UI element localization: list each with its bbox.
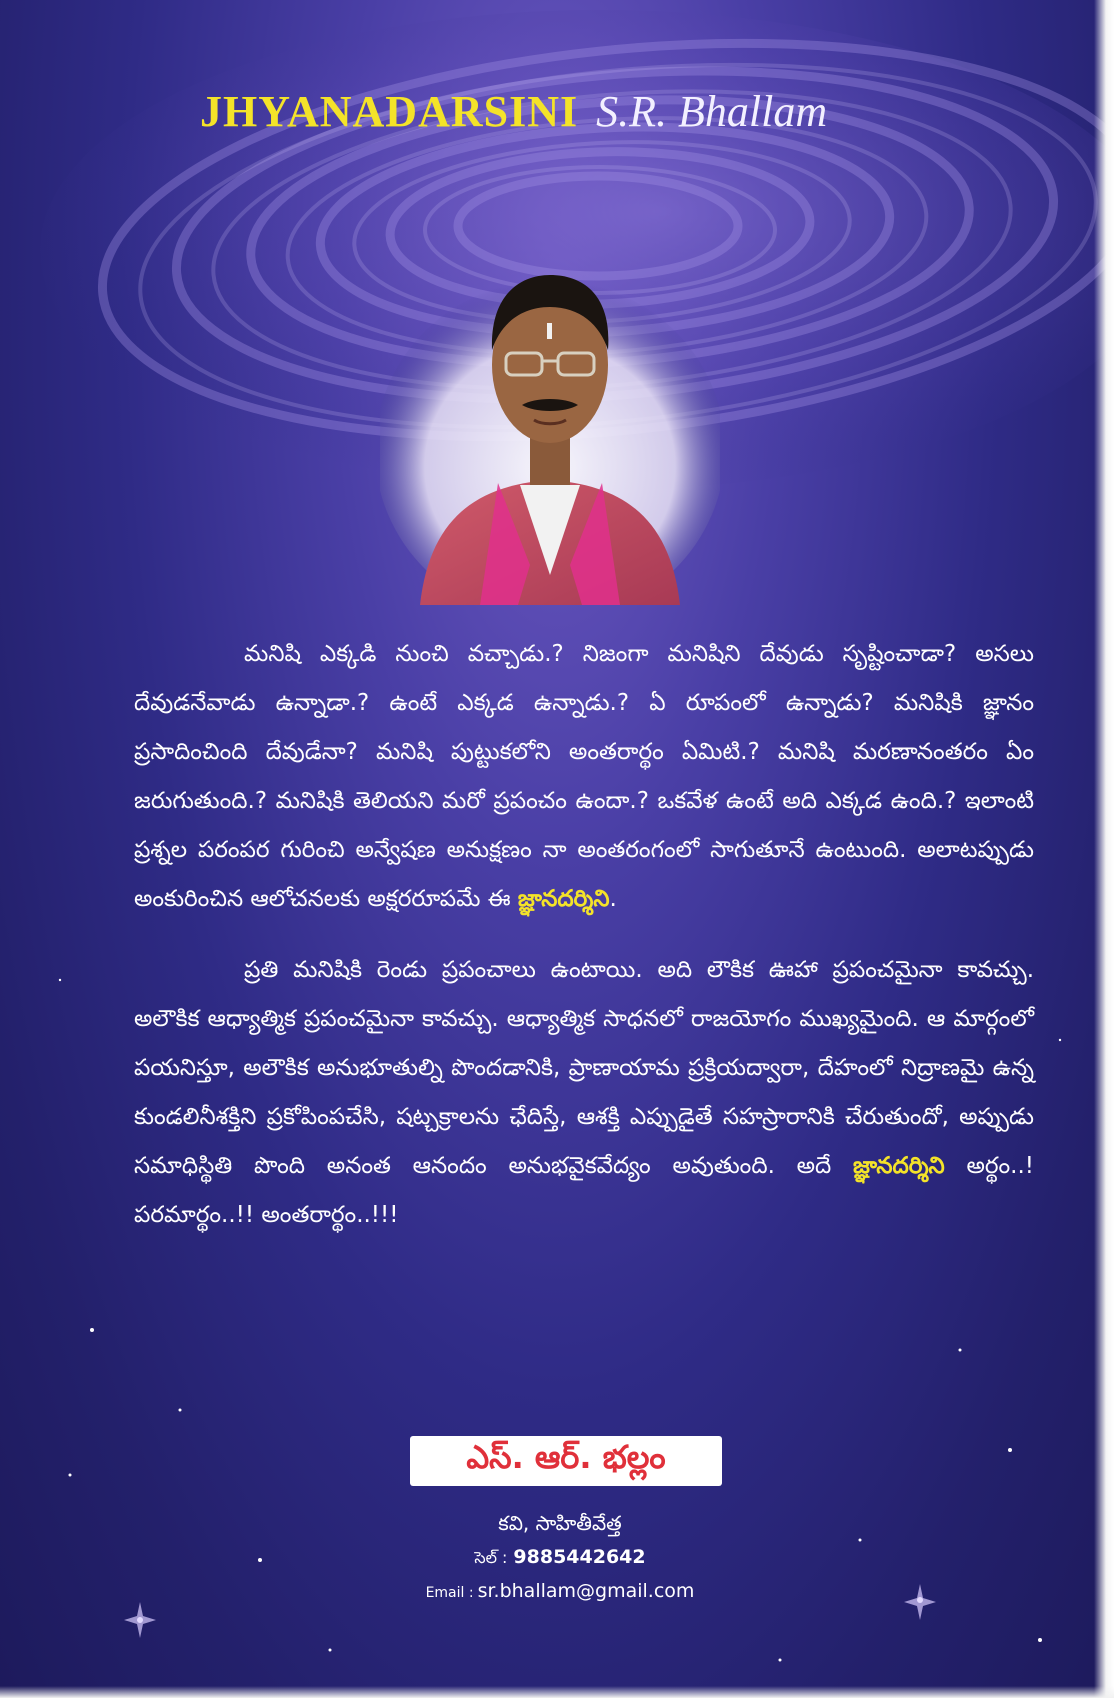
title-row: [200, 86, 827, 146]
blurb-paragraph-1: [134, 630, 1034, 924]
email-label: Email :: [425, 1585, 474, 1601]
author-signature: ఎస్. ఆర్. భల్లం: [410, 1436, 722, 1486]
blurb-paragraph-2: [134, 946, 1034, 1240]
scan-edge: [1094, 0, 1114, 1698]
email-address: sr.bhallam@gmail.com: [477, 1580, 695, 1602]
paragraph-2-end: అర్థం..! పరమార్థం..!! అంతరార్థం..!!!: [134, 1153, 1035, 1228]
phone-label: సెల్ :: [474, 1548, 508, 1567]
paragraph-2-text: ప్రతి మనిషికి రెండు ప్రపంచాలు ఉంటాయి. అది లౌకిక ఊహా ప్రపంచమైనా కావచ్చు. అలౌకిక ఆధ్యాత్మిక ప్రపంచమైనా కావచ్చు. ఆధ్యాత్మిక సాధనలో రాజయోగం ముఖ్యమైంది. ఆ మార్గంలో పయనిస్తూ, అలౌకిక అనుభూతుల్ని పొందడానికి, ప్రాణాయామ ప్రక్రియద్వారా, దేహంలో నిద్రాణమై ఉన్న కుండలినీశక్తిని ప్రకోపింపచేసి, షట్చక్రాలను ఛేదిస్తే, ఆశక్తి ఎప్పుడైతే సహస్రారానికి చేరుతుందో, అప్పుడు సమాధిస్థితి పొంది అనంత ఆనందం అనుభవైకవేద్యం అవుతుంది. అదే: [134, 957, 1034, 1179]
paragraph-1-text: మనిషి ఎక్కడి నుంచి వచ్చాడు.? నిజంగా మనిషిని దేవుడు సృష్టించాడా? అసలు దేవుడనేవాడు ఉన్నాడా.? ఉంటే ఎక్కడ ఉన్నాడు.? ఏ రూపంలో ఉన్నాడు? మనిషికి జ్ఞానం ప్రసాదించింది దేవుడేనా? మనిషి పుట్టుకలోని అంతరార్థం ఏమిటి.? మనిషి మరణానంతరం ఏం జరుగుతుంది.? మనిషికి తెలియని మరో ప్రపంచం ఉందా.? ఒకవేళ ఉంటే అది ఎక్కడ ఉంది.? ఇలాంటి ప్రశ్నల పరంపర గురించి అన్వేషణ అనుక్షణం నా అంతరంగంలో సాగుతూనే ఉంటుంది. అలాటప్పుడు అంకురించిన ఆలోచనలకు అక్షరరూపమే ఈ: [134, 641, 1034, 912]
phone-number: 9885442642: [513, 1546, 646, 1568]
author-profession: కవి, సాహితీవేత్త: [498, 1511, 622, 1535]
author-credentials: [300, 1506, 820, 1609]
book-title: JHYANADARSINI: [200, 87, 579, 136]
blurb-text: [134, 630, 1034, 1240]
book-name-highlight: జ్ఞానదర్శిని: [853, 1153, 945, 1179]
book-name-highlight: జ్ఞానదర్శిని: [517, 886, 610, 912]
author-email: [300, 1575, 820, 1609]
paragraph-1-end: .: [609, 886, 617, 912]
author-phone: [300, 1540, 820, 1575]
author-portrait: [380, 245, 720, 605]
author-name: S.R. Bhallam: [596, 87, 828, 136]
scan-edge-bottom: [0, 1686, 1114, 1698]
